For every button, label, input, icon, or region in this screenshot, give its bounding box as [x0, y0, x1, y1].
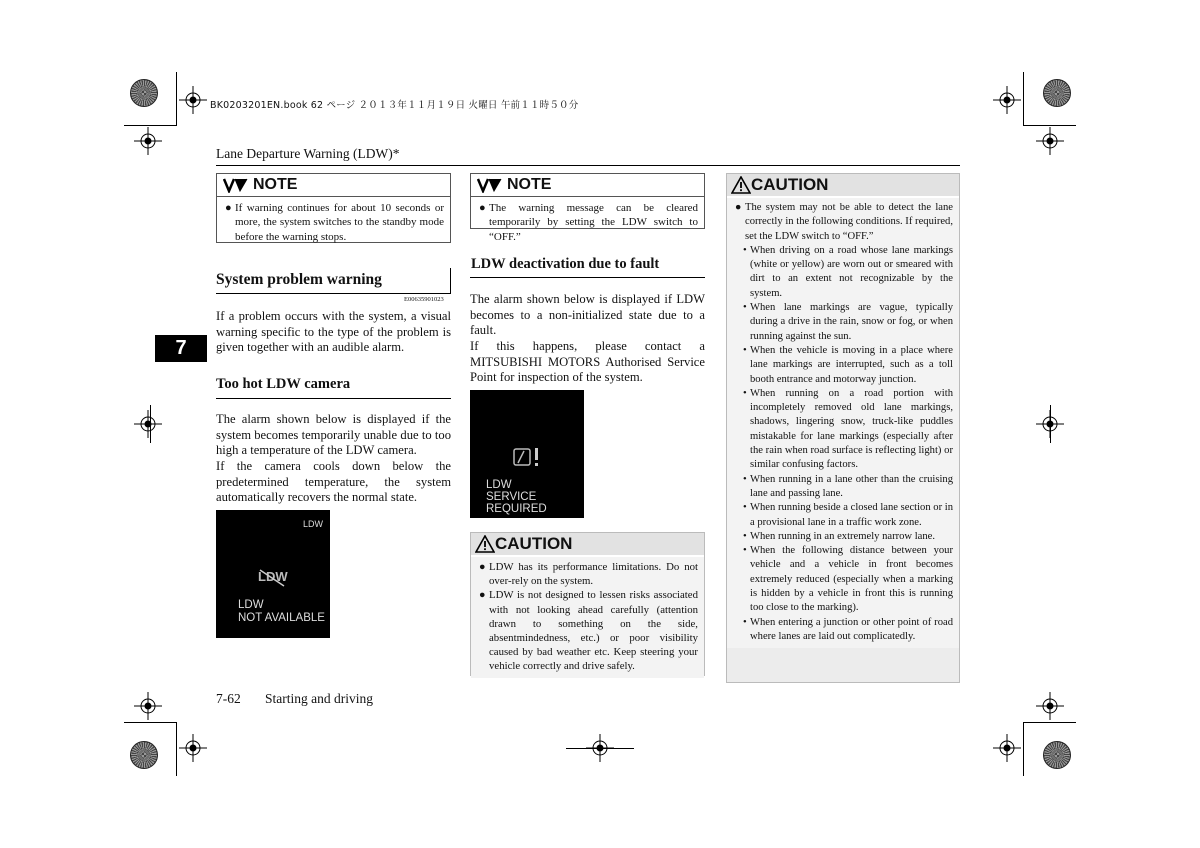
crop-line: [150, 405, 151, 443]
sub-list-item: • When running in a lane other than the cruising lane and passing lane.: [743, 473, 953, 499]
subsection-rule: [470, 277, 705, 278]
document-code: E00635901023: [404, 296, 444, 303]
chapter-tab: 7: [155, 335, 207, 362]
registration-mark-icon: [134, 692, 162, 720]
display-line: LDW: [238, 599, 264, 611]
note-pencil-icon: [223, 177, 249, 193]
display-line: SERVICE REQUIRED: [486, 491, 547, 515]
subsection-title: LDW deactivation due to fault: [471, 256, 660, 272]
paragraph: If this happens, please contact a MITSUBISHI MOTORS Authorised Service Point for inspection of the system.: [470, 339, 705, 385]
registration-mark-icon: [1036, 692, 1064, 720]
registration-mark-icon: [993, 734, 1021, 762]
footer-section-name: Starting and driving: [265, 691, 373, 706]
section-rule-vertical: [450, 268, 451, 294]
subsection-title: Too hot LDW camera: [216, 376, 351, 392]
note-box: [216, 173, 451, 243]
list-item: ● The warning message can be cleared temporarily by setting the LDW switch to “OFF.”: [479, 202, 698, 243]
caution-label: CAUTION: [495, 534, 573, 553]
ldw-indicator-label: LDW: [303, 519, 323, 529]
caution-label: CAUTION: [751, 175, 829, 194]
registration-mark-icon: [179, 86, 207, 114]
list-item: ● If warning continues for about 10 seconds or more, the system switches to the standby mode before the warning stops.: [225, 202, 444, 243]
registration-mark-icon: [134, 410, 162, 438]
caution-header: [727, 174, 959, 198]
color-rosette-top-right: [1043, 79, 1071, 107]
crop-line: [566, 748, 634, 749]
sub-list-item: • When driving on a road whose lane markings (white or yellow) are worn out or smeared with dirt to an extent not recognizable by the system.: [743, 244, 953, 299]
list-item: ● LDW is not designed to lessen risks associated with not looking ahead carefully (attention drawn to something on the side, absentmindedness, etc.) or poor visibility caused by bad weather etc. Keep steering your vehicle correctly and drive safely.: [479, 589, 698, 673]
display-line: NOT AVAILABLE: [238, 612, 325, 624]
registration-mark-icon: [1036, 127, 1064, 155]
sub-list-item: • When entering a junction or other point of road where lanes are laid out complicatedly.: [743, 616, 953, 642]
color-rosette-bottom-left: [130, 741, 158, 769]
note-label: NOTE: [253, 176, 298, 193]
paragraph: The alarm shown below is displayed if LDW becomes to a non-initialized state due to a fault.: [470, 292, 705, 338]
registration-mark-icon: [993, 86, 1021, 114]
color-rosette-top-left: [130, 79, 158, 107]
registration-mark-icon: [134, 127, 162, 155]
print-slug: BK0203201EN.book 62 ページ ２０１３年１１月１９日 火曜日 午前１１時５０分: [210, 100, 579, 111]
warning-triangle-icon: [475, 535, 495, 553]
page-header-title: Lane Departure Warning (LDW)*: [216, 146, 400, 161]
paragraph: If the camera cools down below the predetermined temperature, the system automatically recovers the normal state.: [216, 459, 451, 505]
ldw-crossed-icon: LDW: [258, 569, 288, 584]
caution-header: [471, 533, 704, 557]
section-title: System problem warning: [216, 271, 382, 288]
display-line: LDW: [486, 479, 512, 491]
list-item: ● LDW has its performance limitations. Do not over-rely on the system.: [479, 561, 698, 588]
header-rule: [216, 165, 960, 166]
note-header: [217, 174, 450, 197]
footer-page-number: 7-62: [216, 691, 241, 706]
warning-triangle-icon: [731, 176, 751, 194]
ldw-service-required-display: [470, 390, 584, 518]
sub-list-item: • When the vehicle is moving in a place where lane markings are interrupted, such as a toll booth entrance and motorway junction.: [743, 344, 953, 385]
crop-line: [1050, 405, 1051, 443]
section-rule: [216, 293, 451, 294]
sub-list-item: • When running beside a closed lane section or in a provisional lane in a traffic work zone.: [743, 502, 953, 528]
sub-list-item: • When running on a road portion with incompletely removed old lane markings, shadows, lingering snow, truck-like puddles mistakable for lane markings (especially after the rain when road surface is reflecting light) or similar confusing factors.: [743, 387, 953, 471]
color-rosette-bottom-right: [1043, 741, 1071, 769]
sub-list-item: • When lane markings are vague, typically during a drive in the rain, snow or fog, or when running against the sun.: [743, 302, 953, 342]
sub-list-item: • When running in an extremely narrow lane.: [743, 530, 936, 542]
paragraph: If a problem occurs with the system, a visual warning specific to the type of the problem is given together with an audible alarm.: [216, 309, 451, 355]
note-label: NOTE: [507, 176, 552, 193]
note-box: [470, 173, 705, 243]
note-header: [471, 174, 704, 197]
ldw-fault-icon: [512, 445, 542, 469]
sub-list-item: • When the following distance between your vehicle and a vehicle in front becomes extremely reduced (especially when a marking is hidden by a vehicle in front this is running too close to the marking).: [743, 545, 953, 614]
note-pencil-icon: [477, 177, 503, 193]
caution-box: [470, 532, 705, 676]
subsection-rule: [216, 398, 451, 399]
ldw-not-available-display: [216, 510, 330, 638]
caution-box: [726, 173, 960, 683]
registration-mark-icon: [179, 734, 207, 762]
paragraph: The alarm shown below is displayed if the system becomes temporarily unable due to too high a temperature of the LDW camera.: [216, 412, 451, 458]
list-item: ● The system may not be able to detect the lane correctly in the following conditions. If required, set the LDW switch to “OFF.”: [735, 202, 953, 242]
